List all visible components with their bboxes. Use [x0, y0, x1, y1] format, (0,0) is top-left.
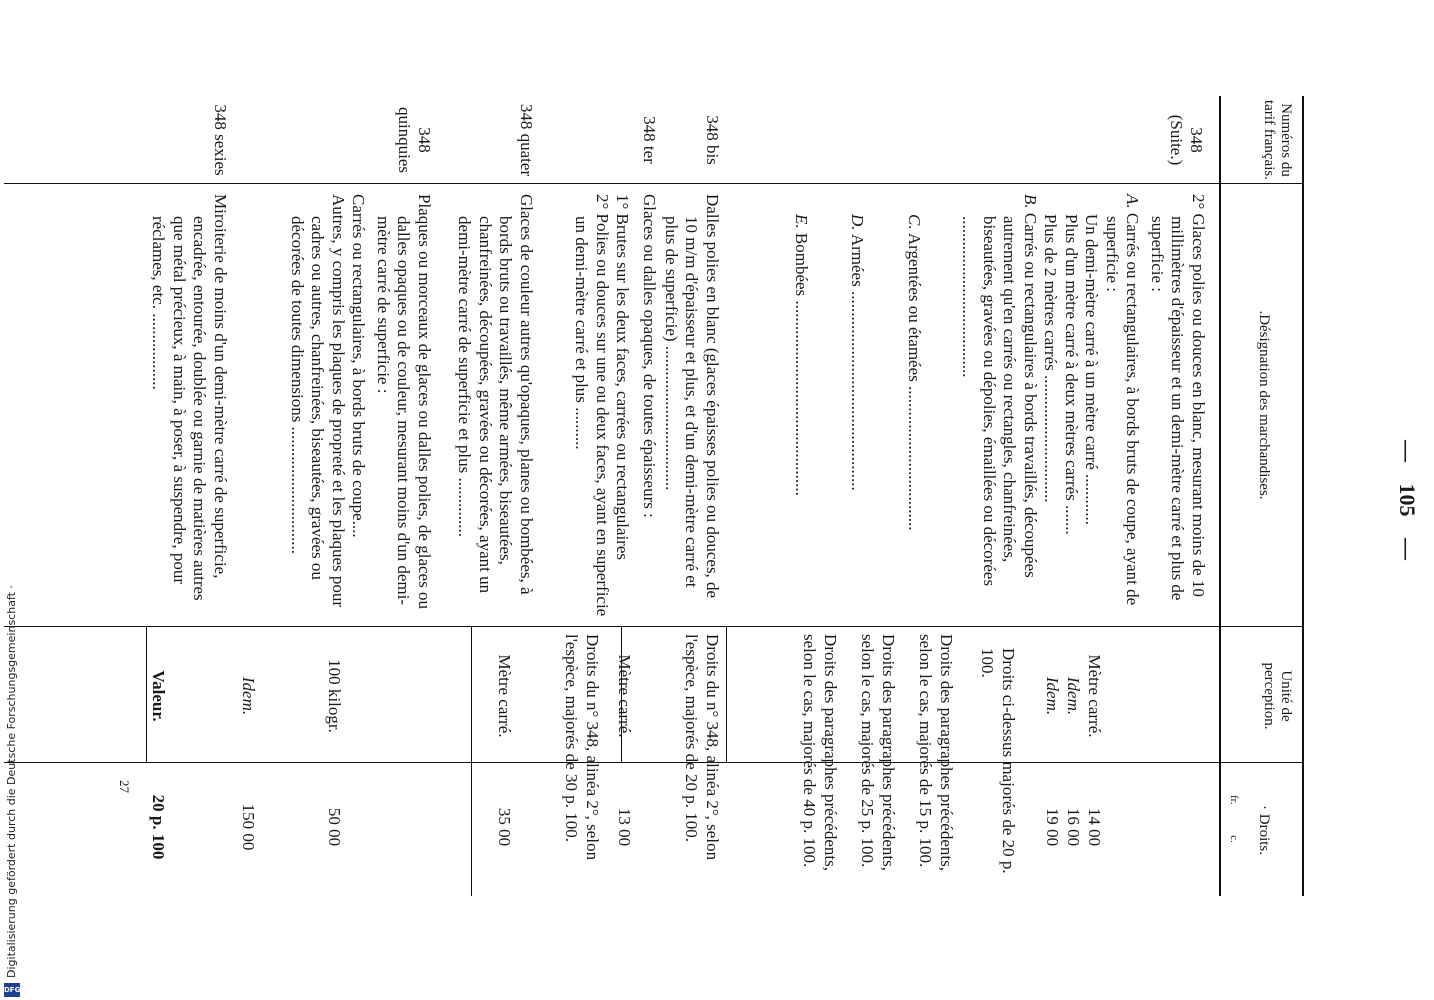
- tariff-number: 348 quater: [517, 103, 536, 177]
- text-b: Carrés ou rectangulaires à bords travaillés, découpées autrement qu'en carrés ou rectangles, chanfreinées, biseautées, gravées ou dépolies, émaillées ou décorées ......................................: [959, 212, 1040, 587]
- letter-b: B.: [1021, 194, 1040, 209]
- text-a: Carrés ou rectangulaires, à bords bruts de coupe, ayant de superficie :: [1103, 212, 1143, 606]
- letter-a: A.: [1123, 194, 1143, 209]
- designation-subsection-a: [1102, 194, 1143, 618]
- dfg-logo: DFG: [4, 983, 20, 997]
- col-rule-3: [4, 762, 1304, 763]
- designation-line: 1° Brutes sur les deux faces, carrées ou rectangulaires: [613, 194, 633, 561]
- row-348-designation: [791, 194, 1209, 618]
- designation-line: Un demi-mètre carré à un mètre carré ............: [1082, 214, 1102, 526]
- designation-subsection-b: [958, 194, 1040, 618]
- span-rule-r3: [726, 626, 727, 762]
- row-348sexies-designation: [148, 194, 230, 618]
- tariff-number: 348 ter: [640, 116, 659, 164]
- span-rule-r1-b: [471, 626, 472, 896]
- header-duties: · Droits.: [1256, 805, 1272, 855]
- dash-left: —: [1395, 440, 1420, 462]
- unit-348sexies: Valeur.: [149, 670, 168, 722]
- unit-348-c: Droits des paragraphes précédents, selon le cas, majorés de 15 p. 100.: [916, 634, 956, 871]
- unit-348quinquies-l2: Idem.: [239, 676, 258, 716]
- value-348-l1: 14 00: [1085, 807, 1104, 847]
- designation-line: Autres, y compris les plaques de propreté et les plaques pour cadres ou autres, chanfreinées, biseautées, gravées ou décorées de toutes dimensions ..............................: [288, 194, 348, 608]
- letter-e: E.: [792, 214, 811, 229]
- row-348sexies-number: [210, 100, 230, 180]
- unit-348ter-l2: Droits du n° 348, alinéa 2°, selon l'espèce, majorés de 30 p. 100.: [562, 634, 602, 861]
- row-348quinquies-designation: [287, 194, 435, 618]
- row-348quater-designation: [454, 194, 536, 618]
- currency-centimes: c.: [1228, 835, 1240, 843]
- unit-348-l2: Idem.: [1064, 676, 1083, 716]
- value-348-l2: 16 00: [1064, 807, 1083, 847]
- designation-line: Plus d'un mètre carré à deux mètres carrés .......: [1062, 214, 1081, 535]
- designation-text: Glaces de couleur autres qu'opaques, planes ou bombées, à bords bruts ou travaillés, même armées, biseautées, chanfreinées, découpées, gravées ou décorées, ayant un demi-mètre carré de superficie et plus ..............: [455, 194, 536, 595]
- row-348-number: [1166, 100, 1206, 180]
- digitization-note: [2, 585, 22, 998]
- designation-line: 2° Polies ou douces sur une ou deux faces, ayant en superficie un demi-mètre carré et plus ..........: [572, 194, 612, 617]
- header-numbers: Numéros du tarif français.: [1261, 100, 1294, 180]
- col-rule-2: [4, 626, 1304, 627]
- row-348bis-number: [702, 100, 722, 180]
- designation-subsection-d: [847, 194, 868, 618]
- currency-header: [1228, 795, 1240, 875]
- header-designation: .Désignation des marchandises.: [1256, 310, 1272, 500]
- value-348-l3: 19 00: [1043, 807, 1062, 847]
- value-348quinquies-l2: 150 00: [239, 803, 258, 851]
- designation-text: Miroiterie de moins d'un demi-mètre carré de superficie, encadrée, entourée, doublée ou garnie de matières autres que métal précieux, à main, à poser, à suspendre, pour réclames, etc. ..................: [149, 194, 230, 601]
- row-348quater-number: [516, 100, 536, 180]
- unit-348-l3: Idem.: [1043, 676, 1062, 716]
- unit-348quinquies-l1: 100 kilogr.: [325, 659, 344, 733]
- designation-intro: 2° Glaces polies ou douces en blanc, mesurant moins de 10 millimètres d'épaisseur et un demi-mètre carré et plus de superficie :: [1148, 194, 1208, 601]
- unit-348-e: Droits des paragraphes précédents, selon le cas, majorés de 40 p. 100.: [800, 634, 840, 871]
- tariff-number: 348 quinquies: [395, 106, 434, 174]
- row-348ter-number: [639, 100, 659, 180]
- footer-number: 27: [117, 780, 132, 793]
- tariff-number-note: (Suite.): [1167, 114, 1186, 166]
- designation-intro: Plaques ou morceaux de glaces ou dalles polies, de glaces ou dalles opaques ou de couleur, mesurant moins d'un demi-mètre carré de superficie :: [374, 194, 434, 609]
- table-top-rule: [1302, 96, 1304, 896]
- row-348ter-designation: [571, 194, 659, 618]
- unit-348-b: Droits ci-dessus majorés de 20 p. 100.: [978, 648, 1018, 874]
- unit-348-d: Droits des paragraphes précédents, selon le cas, majorés de 25 p. 100.: [858, 634, 898, 871]
- text-e: Bombées ..............................................: [792, 232, 811, 496]
- text-c: Argentées ou étamées ..................................: [905, 232, 924, 531]
- letter-c: C.: [905, 214, 924, 230]
- tariff-number: 348: [1187, 127, 1206, 153]
- dash-right: —: [1395, 538, 1420, 560]
- designation-text: Dalles polies en blanc (glaces épaisses polies ou douces, de 10 m/m d'épaisseur et plus, et d'un demi-mètre carré et plus de superficie) ..................................: [662, 194, 722, 599]
- table-header-rule: [1219, 96, 1221, 896]
- designation-line: Carrés ou rectangulaires, à bords bruts de coupe....: [349, 194, 369, 538]
- page-number-line: [1394, 0, 1420, 1000]
- tariff-number: 348 bis: [703, 115, 722, 165]
- header-unit: Unité de perception.: [1261, 662, 1294, 730]
- currency-francs: fr.: [1228, 795, 1240, 805]
- letter-d: D.: [848, 214, 868, 231]
- unit-348ter-l1: Mètre carré.: [615, 654, 634, 738]
- col-rule-1: [4, 183, 1304, 184]
- row-348quinquies-number: [394, 100, 434, 180]
- value-348ter-l1: 13 00: [615, 807, 634, 847]
- designation-subsection-c: [904, 194, 925, 618]
- designation-line: Plus de 2 mètres carrés ..............................: [1041, 214, 1061, 503]
- tariff-number: 348 sexies: [211, 104, 230, 176]
- value-348quater: 35 00: [495, 807, 514, 847]
- designation-subsection-e: [791, 194, 812, 618]
- unit-348quater: Mètre carré.: [495, 654, 514, 738]
- page-number: 105: [1395, 483, 1420, 517]
- value-348quinquies-l1: 50 00: [325, 807, 344, 847]
- value-348sexies: 20 p. 100: [149, 794, 168, 860]
- designation-intro: Glaces ou dalles opaques, de toutes épaisseurs :: [640, 194, 659, 518]
- text-d: Armées ...............................................: [848, 233, 868, 491]
- digitization-note-text: Digitalisierung gefördert durch die Deutsche Forschungsgemeinschaft ·: [5, 585, 18, 978]
- unit-348bis: Droits du n° 348, alinéa 2°, selon l'espèce, majorés de 20 p. 100.: [682, 634, 722, 861]
- unit-348-l1: Mètre carré.: [1085, 654, 1104, 738]
- row-348bis-designation: [661, 194, 723, 618]
